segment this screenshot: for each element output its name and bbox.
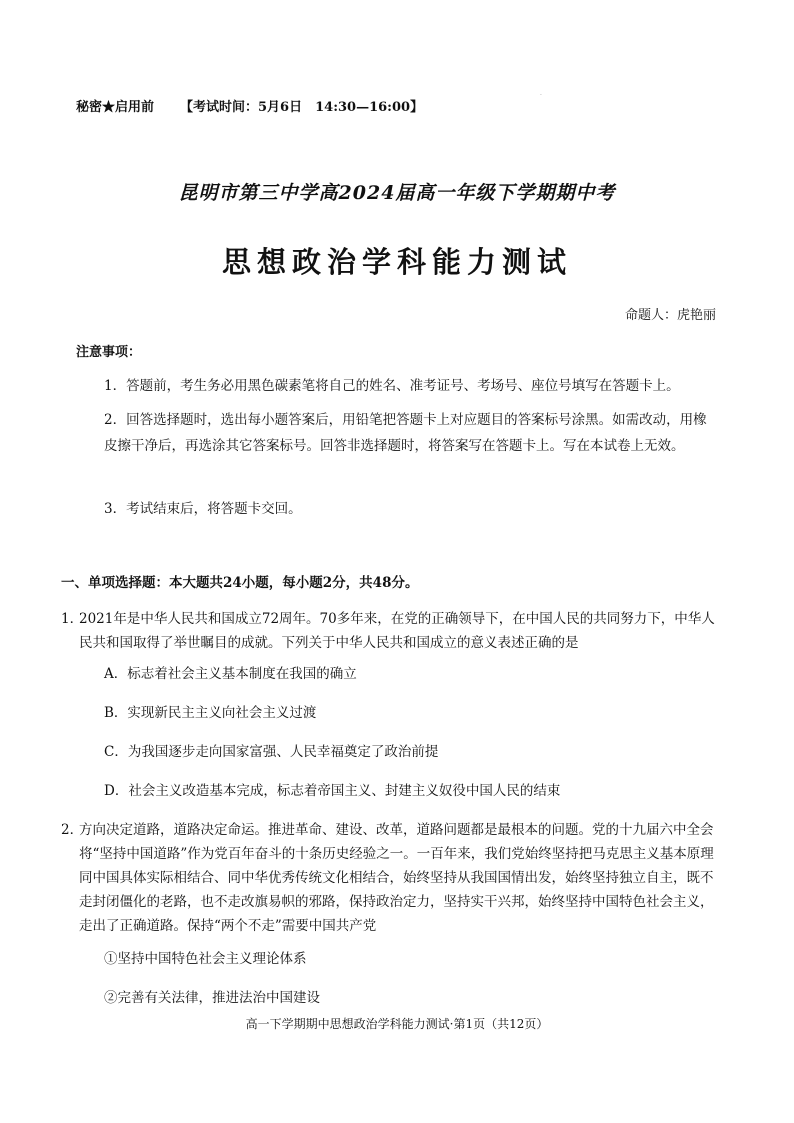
confidential-label: 秘密★启用前	[76, 100, 155, 115]
page-footer: 高一下学期期中思想政治学科能力测试·第1页（共12页）	[245, 1017, 549, 1031]
question-2-statement-1: ①坚持中国特色社会主义理论体系	[104, 951, 307, 967]
scan-dot: ·	[540, 92, 542, 99]
question-1-option-b: B．实现新民主主义向社会主义过渡	[104, 705, 317, 721]
question-text: 2021年是中华人民共和国成立72周年。70多年来，在党的正确领导下，在中国人民的共同努力下，中华人民共和国取得了举世瞩目的成就。下列关于中华人民共和国成立的意义表述正确的是	[79, 611, 715, 651]
header-line	[76, 96, 423, 115]
question-number: 1．	[61, 611, 84, 627]
notice-item-3: 3．考试结束后，将答题卡交回。	[104, 501, 302, 517]
notice-item-1: 1．答题前，考生务必用黑色碳素笔将自己的姓名、准考证号、考场号、座位号填写在答题卡上。	[104, 378, 680, 394]
question-2-stem	[61, 818, 721, 938]
question-1-option-d: D．社会主义改造基本完成，标志着帝国主义、封建主义奴役中国人民的结束	[104, 783, 561, 799]
author-line: 命题人：虎艳丽	[624, 308, 716, 323]
notice-title: 注意事项：	[76, 345, 142, 360]
question-1-option-a: A．标志着社会主义基本制度在我国的确立	[104, 666, 357, 682]
subject-title: 思想政治学科能力测试	[221, 245, 572, 279]
school-title: 昆明市第三中学高2024届高一年级下学期期中考	[178, 182, 616, 204]
notice-item-2: 2．回答选择题时，选出每小题答案后，用铅笔把答题卡上对应题目的答案标号涂黑。如需改动，用橡皮擦干净后，再选涂其它答案标号。回答非选择题时，将答案写在答题卡上。写在本试卷上无效。	[104, 412, 707, 454]
question-2-statement-2: ②完善有关法律，推进法治中国建设	[104, 990, 320, 1006]
section-heading: 一、单项选择题：本大题共24小题，每小题2分，共48分。	[61, 575, 419, 591]
question-1-option-c: C．为我国逐步走向国家富强、人民幸福奠定了政治前提	[104, 744, 439, 760]
exam-time: 【考试时间：5月6日 14:30—16:00】	[180, 100, 424, 115]
question-1-stem	[61, 607, 721, 655]
question-number: 2．	[61, 822, 84, 838]
question-text: 方向决定道路，道路决定命运。推进革命、建设、改革，道路问题都是最根本的问题。党的十九届六中全会将“坚持中国道路”作为党百年奋斗的十条历史经验之一。一百年来，我们党始终坚持把马克思主义基本原理同中国具体实际相结合、同中华优秀传统文化相结合，始终坚持从我国国情出发，始终坚持独立自主，既不走封闭僵化的老路，也不走改旗易帜的邪路，保持政治定力，坚持实干兴邦，始终坚持中国特色社会主义，走出了正确道路。保持“两个不走”需要中国共产党	[79, 822, 714, 934]
